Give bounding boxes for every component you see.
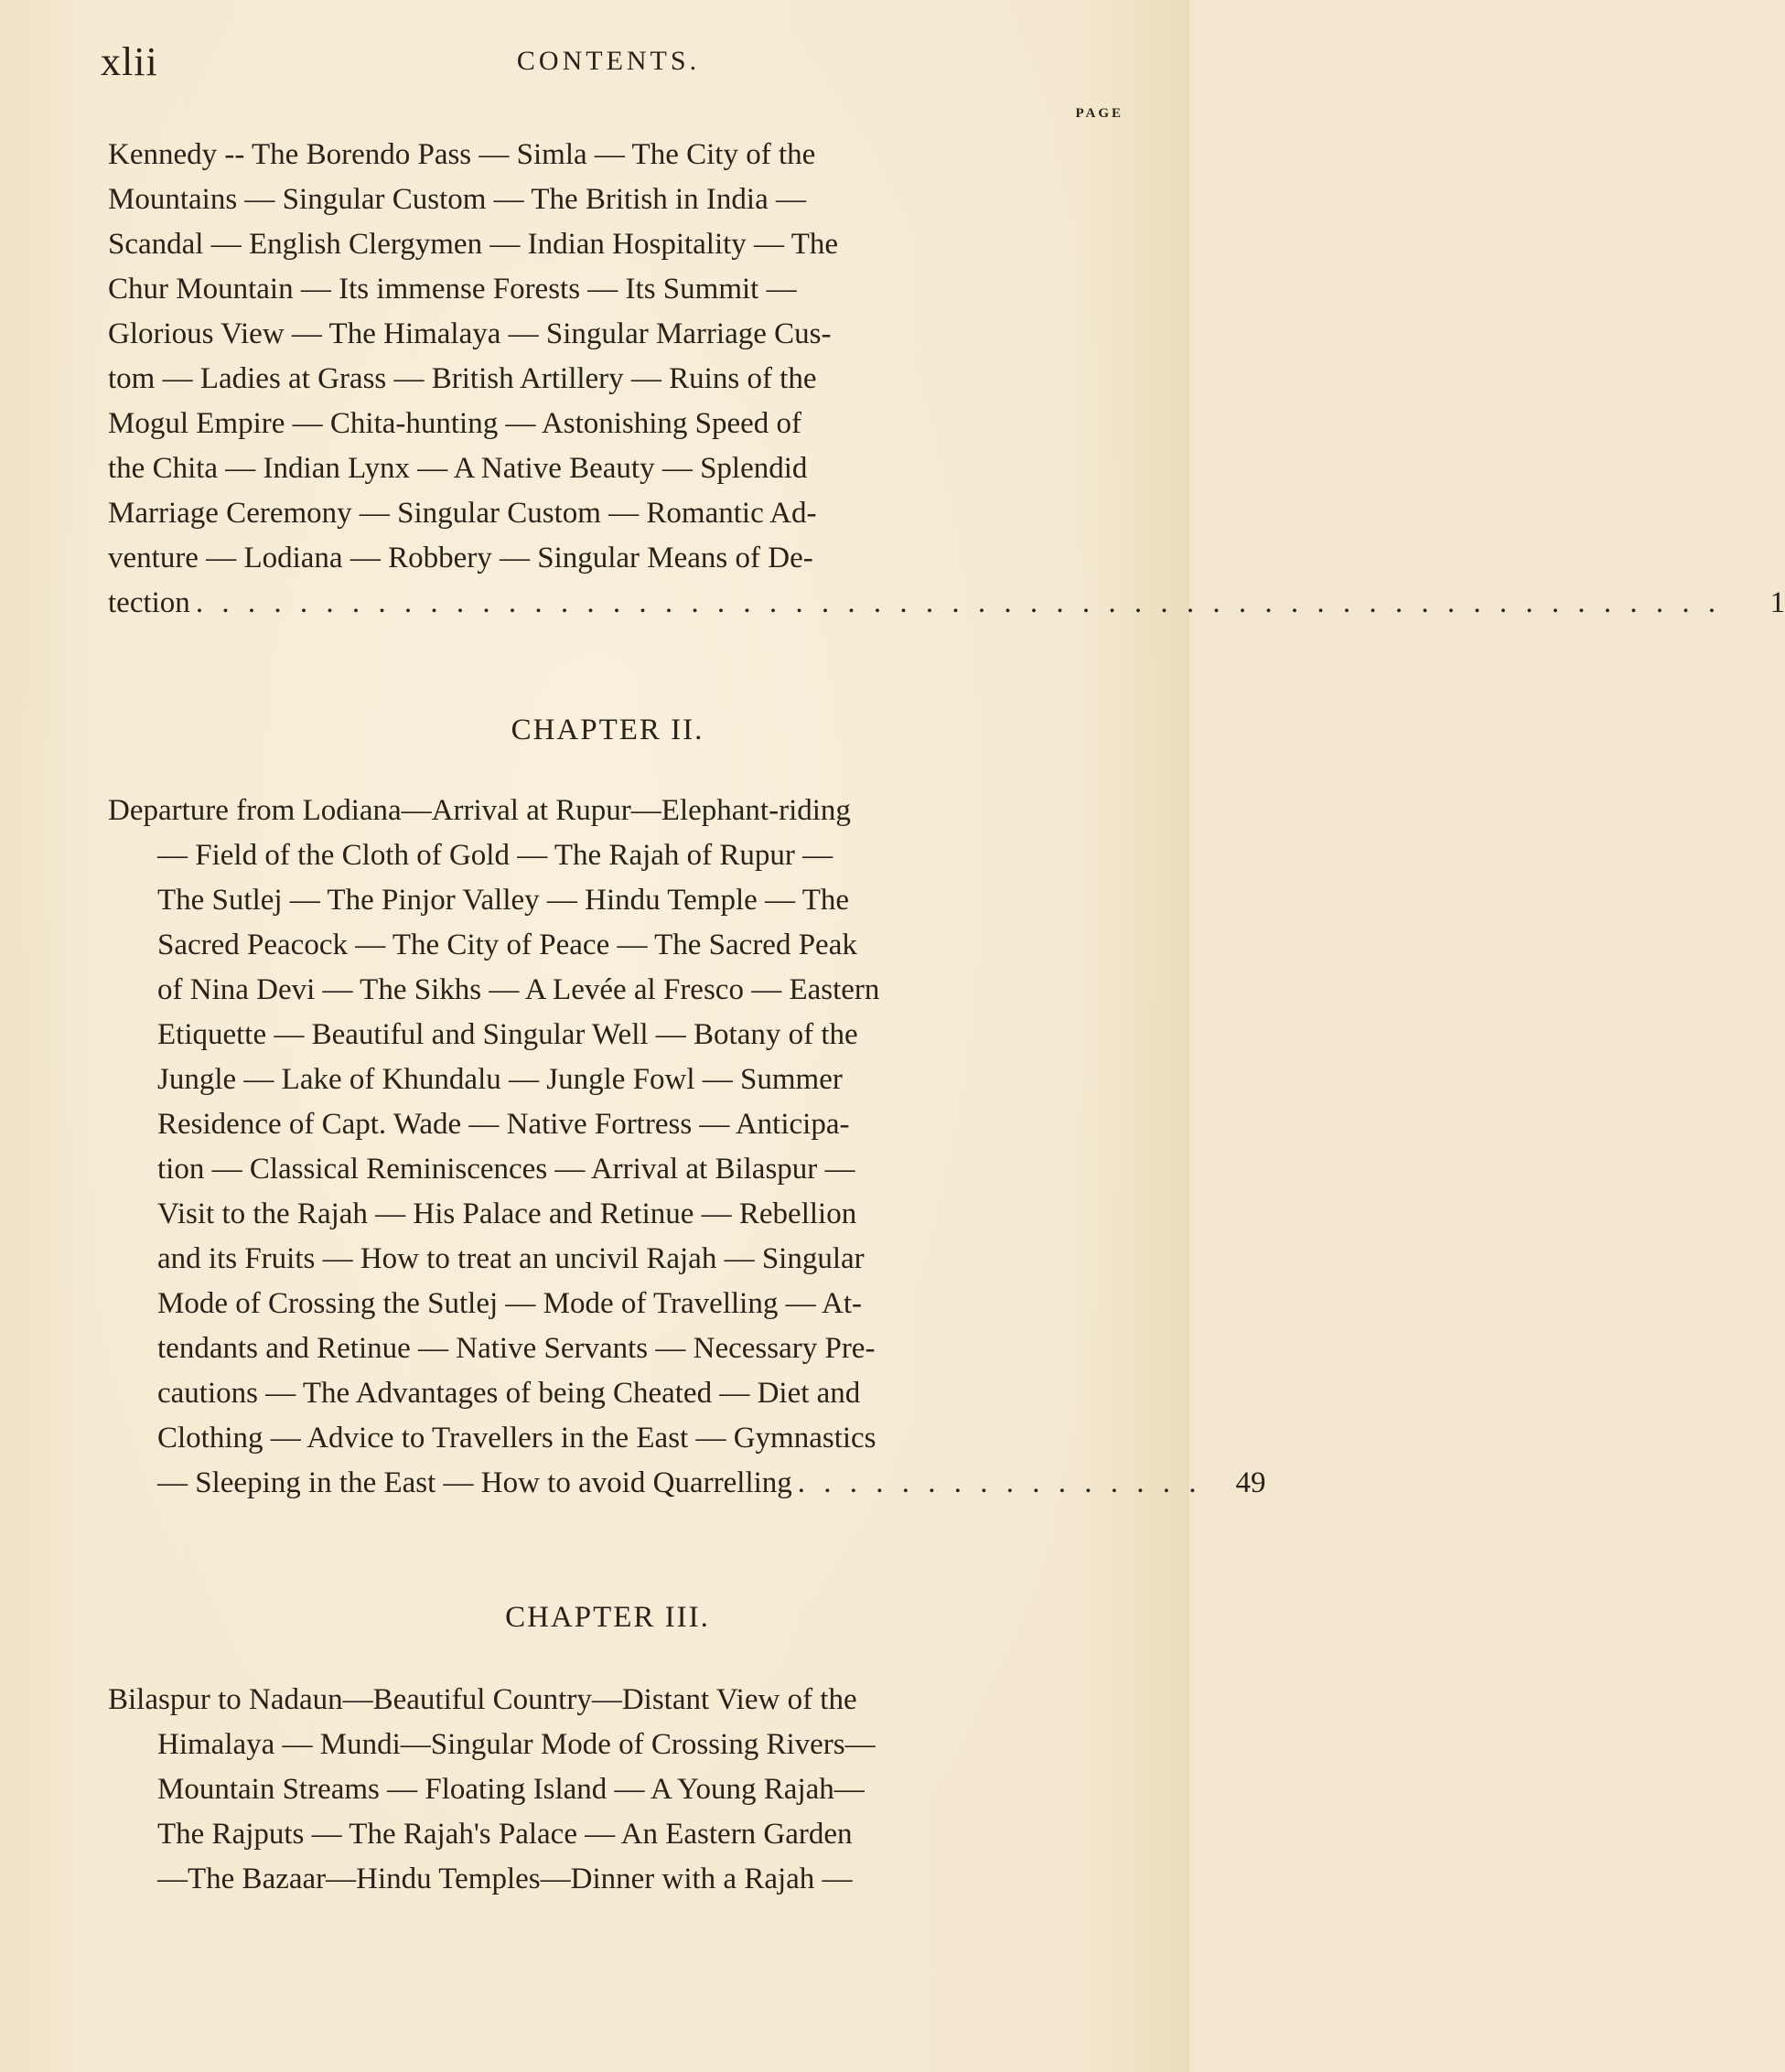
- synopsis-last-text: tection: [108, 586, 190, 619]
- synopsis-line: Mountains — Singular Custom — The British in India —: [108, 183, 806, 216]
- chapter-3-heading: CHAPTER III.: [505, 1601, 710, 1634]
- synopsis-line: Sacred Peacock — The City of Peace — The Sacred Peak: [157, 929, 857, 961]
- synopsis-line: —The Bazaar—Hindu Temples—Dinner with a Rajah —: [157, 1863, 853, 1895]
- synopsis-line: Mogul Empire — Chita-hunting — Astonishing Speed of: [108, 407, 802, 440]
- synopsis-last-text: — Sleeping in the East — How to avoid Quarrelling: [157, 1466, 792, 1499]
- synopsis-line: Jungle — Lake of Khundalu — Jungle Fowl — Summer: [157, 1063, 843, 1096]
- synopsis-last-line: [108, 581, 1785, 626]
- synopsis-last-line: [108, 1461, 1266, 1506]
- synopsis-line: Residence of Capt. Wade — Native Fortress — Anticipa-: [157, 1108, 850, 1141]
- leader-dots: . . . . . . . . . . . . . . . .: [797, 1466, 1202, 1499]
- synopsis-line: and its Fruits — How to treat an uncivil Rajah — Singular: [157, 1242, 865, 1275]
- chapter-2-synopsis: [108, 789, 1266, 1506]
- synopsis-line: Clothing — Advice to Travellers in the East — Gymnastics: [157, 1422, 876, 1455]
- synopsis-line: of Nina Devi — The Sikhs — A Levée al Fresco — Eastern: [157, 973, 880, 1006]
- synopsis-line: tom — Ladies at Grass — British Artillery — Ruins of the: [108, 362, 817, 395]
- synopsis-line: Visit to the Rajah — His Palace and Retinue — Rebellion: [157, 1197, 857, 1230]
- chapter-2-heading: CHAPTER II.: [511, 714, 704, 746]
- synopsis-line: The Sutlej — The Pinjor Valley — Hindu Temple — The: [157, 884, 850, 917]
- synopsis-line: tendants and Retinue — Native Servants — Necessary Pre-: [157, 1332, 876, 1365]
- synopsis-line: the Chita — Indian Lynx — A Native Beauty — Splendid: [108, 452, 808, 485]
- chapter-3-synopsis: [108, 1678, 1124, 1902]
- chapter-2-page-ref: 49: [1235, 1466, 1266, 1499]
- synopsis-line: Scandal — English Clergymen — Indian Hospitality — The: [108, 228, 839, 261]
- synopsis-line: venture — Lodiana — Robbery — Singular Means of De-: [108, 542, 813, 574]
- synopsis-first-line: Bilaspur to Nadaun—Beautiful Country—Distant View of the: [108, 1683, 857, 1716]
- synopsis-line: cautions — The Advantages of being Cheated — Diet and: [157, 1377, 861, 1410]
- synopsis-line: Etiquette — Beautiful and Singular Well — Botany of the: [157, 1018, 858, 1051]
- synopsis-line: tion — Classical Reminiscences — Arrival at Bilaspur —: [157, 1153, 855, 1186]
- synopsis-line: Chur Mountain — Its immense Forests — Its Summit —: [108, 273, 797, 306]
- running-head: CONTENTS.: [516, 46, 701, 76]
- page-number: xlii: [101, 39, 158, 84]
- synopsis-line: Glorious View — The Himalaya — Singular Marriage Cus-: [108, 317, 832, 350]
- leader-dots: . . . . . . . . . . . . . . . . . . . . . . . . . . . . . . . . . . . . . . . . . . . . . . . . . . . . . . . . . . .: [195, 586, 1722, 619]
- chapter-1-synopsis: [108, 133, 1785, 626]
- synopsis-line: Mode of Crossing the Sutlej — Mode of Travelling — At-: [157, 1287, 862, 1320]
- synopsis-line: Marriage Ceremony — Singular Custom — Romantic Ad-: [108, 497, 817, 530]
- synopsis-line: Mountain Streams — Floating Island — A Young Rajah—: [157, 1773, 865, 1806]
- synopsis-first-line: Departure from Lodiana—Arrival at Rupur—Elephant-riding: [108, 794, 851, 827]
- chapter-1-page-ref: 1: [1769, 586, 1785, 619]
- synopsis-line: The Rajputs — The Rajah's Palace — An Eastern Garden: [157, 1818, 853, 1851]
- synopsis-line: — Field of the Cloth of Gold — The Rajah of Rupur —: [157, 839, 833, 872]
- page-column-label: PAGE: [1075, 106, 1124, 121]
- synopsis-line: Kennedy -- The Borendo Pass — Simla — The City of the: [108, 138, 816, 171]
- synopsis-line: Himalaya — Mundi—Singular Mode of Crossing Rivers—: [157, 1728, 876, 1761]
